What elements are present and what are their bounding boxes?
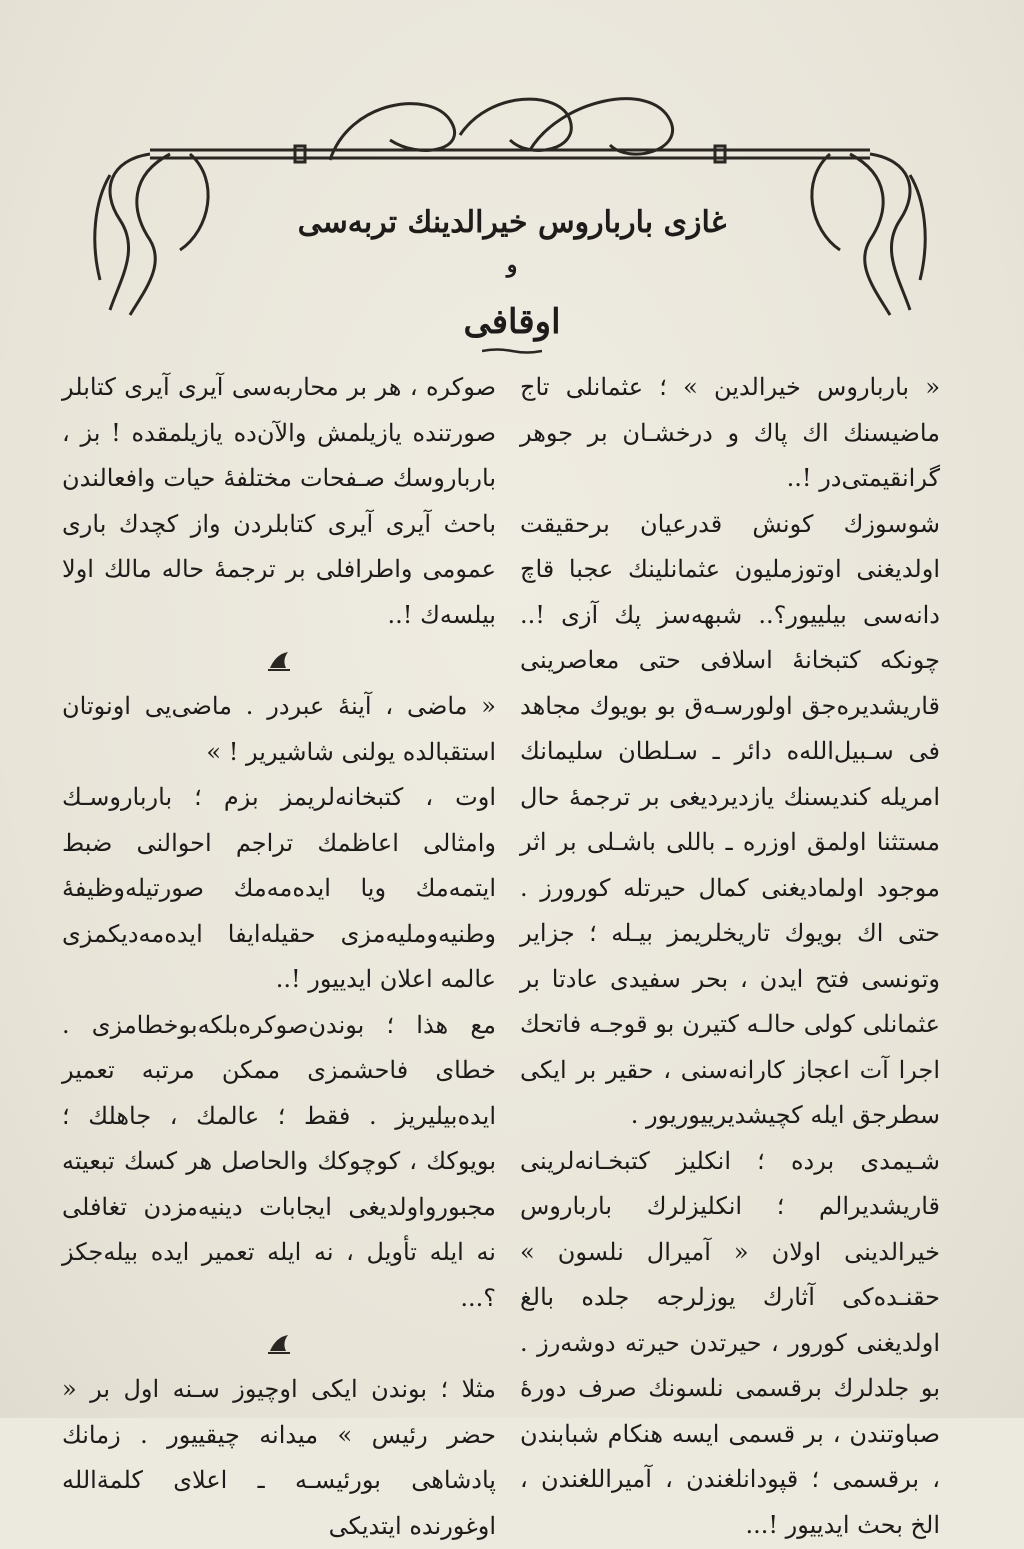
ink-flourish-icon xyxy=(266,1331,292,1357)
paragraph: اوت ، کتبخانه‌لریمز بزم ؛ بارباروسـك وامثالی اعاظمك تراجم احوالنی ضبط ایتمه‌مك ویا ایده‌مه‌مك صورتیله‌وظیفهٔ وطنیه‌وملیه‌مزی حقیله‌ایفا ایده‌مه‌دیکمزی عالمه اعلان ایدییور !.. xyxy=(62,783,496,993)
paragraph: مثلا ؛ بوندن ایکی اوچیوز سـنه اول بر « حضر رئیس » میدانه چیقییور . زمانك پادشاهی بورئیسـه ـ اعلای کلمةالله اوغورنده ایتدیکی xyxy=(62,1375,496,1540)
article-subtitle: اوقافی xyxy=(463,302,561,342)
title-conjunction: و xyxy=(506,252,518,278)
ink-flourish-icon xyxy=(266,648,292,674)
right-column xyxy=(520,365,940,1548)
paragraph: « بارباروس خیرالدین » ؛ عثمانلی تاج ماضیسنك اك پاك و درخشـان بر جوهر گرانقیمتی‌در !.. xyxy=(520,373,940,492)
paragraph: شوسوزك کونش قدرعیان برحقیقت اولدیغنی اوتوزملیون عثمانلینك عجبا قاچ دانه‌سی بیلییور؟.. شبهه‌سز پك آزی !.. چونکه کتبخانهٔ اسلافی حتی معاصرینی قاریشدیره‌جق اولورسـه‌ق بو بویوك مجاهد فی سـبیل‌الله‌ه دائر ـ سـلطان سلیمانك امریله کندیسنك یازدیردیغی بر ترجمهٔ حال مستثنا اولمق اوزره ـ باللی باشـلی بر اثر موجود اولمادیغنی کمال حیرتله کورورز . حتی اك بویوك تاریخلریمز بیـله ؛ جزایر وتونسی فتح ایدن ، بحر سفیدی عادتا بر عثمانلی کولی حالـه کتیرن بو قوجـه فاتحك اجرا آت اعجاز کارانه‌سنی ، حقیر بر ایکی سطرجق ایله کچیشدیرییوریور . xyxy=(520,509,940,1129)
paragraph: مع هذا ؛ بوندن‌صوکره‌بلکه‌بوخطامزی . خطای فاحشمزی ممکن مرتبه تعمیر ایده‌بیلیریز . فقط ؛ عالمك ، جاهلك ؛ بویوکك ، کوچوکك والحاصل هر کسك تبعیته مجبورواولدیغی ایجابات دینیه‌مزدن تغافلی نه ایله تأویل ، نه ایله تعمیر ایده بیله‌جکز ؟... xyxy=(62,1010,496,1312)
article-title: غازی بارباروس خیرالدینك تربه‌سی xyxy=(297,205,727,240)
section-separator xyxy=(62,1321,496,1367)
paragraph: صوکره ، هر بر محاربه‌سی آیری آیری کتابلر صورتنده یازیلمش والآن‌ده یازیلمقده ! بز ، بارباروسك صـفحات مختلفهٔ حیات وافعالندن باحث آیری آیری کتابلردن واز کچدك باری عمومی واطرافلی بر ترجمهٔ حاله مالك اولا بیلسه‌ك !.. xyxy=(62,373,496,629)
section-separator xyxy=(62,638,496,684)
paragraph: شـیمدی برده ؛ انکلیز کتبخـانه‌لرینی قاریشدیرالم ؛ انکلیزلرك بارباروس خیرالدینی اولان « آمیرال نلسون » حقنـده‌کی آثارك یوزلرجه جلده بالغ اولدیغنی کورور ، حیرتدن حیرته دوشه‌رز . بو جلدلرك برقسمی نلسونك صرف دورهٔ صباوتندن ، بر قسمی ایسه هنکام شبابندن ، برقسمی ؛ قپودانلغندن ، آمیراللغندن ، الخ بحث ایدییور !... xyxy=(520,1146,940,1539)
title-underline-ornament xyxy=(482,348,542,354)
decorative-header-ornament xyxy=(90,80,930,320)
left-column xyxy=(62,365,496,1549)
quotation: « ماضی ، آینه‌ٔ عبردر . ماضی‌یی اونوتان استقبالده یولنی شاشیریر ! » xyxy=(62,692,496,766)
